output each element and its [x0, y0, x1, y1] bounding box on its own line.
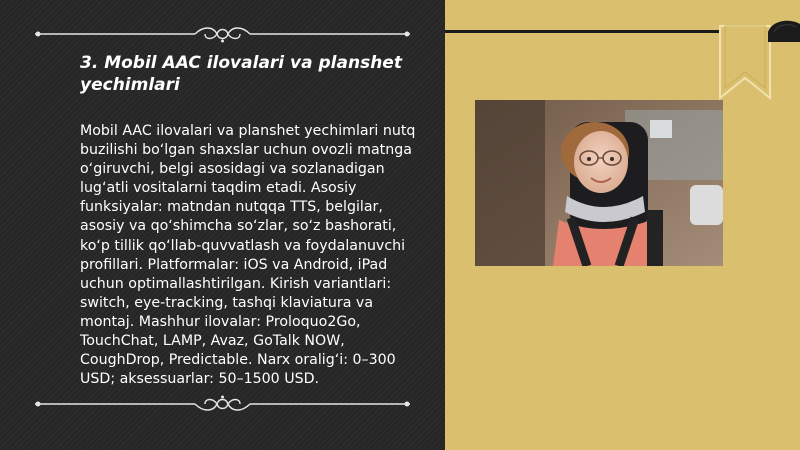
- top-divider-icon: [35, 24, 410, 44]
- bookmark-ribbon-icon: [716, 22, 774, 102]
- slide-title: 3. Mobil AAC ilovalari va planshet yechimlari: [80, 53, 402, 95]
- slide-body-text: Mobil AAC ilovalari va planshet yechimlari nutq buzilishi boʻlgan shaxslar uchun ovozli matnga oʻgiruvchi, belgi asosidagi va sozlanadigan lugʻatli vositalarni taqdim etadi. Asosiy funksiyalar: matndan nutqqa TTS, belgilar, asosiy va qoʻshimcha soʻzlar, soʻz bashorati, koʻp tillik qoʻllab-quvvatlash va foydalanuvchi profillari. Platformalar: iOS va Android, iPad uchun optimallashtirilgan. Kirish variantlari: switch, eye-tracking, tashqi klaviatura va montaj. Mashhur ilovalar: Proloquo2Go, TouchChat, LAMP, Avaz, GoTalk NOW, CoughDrop, Predictable. Narx oraligʻi: 0–300 USD; aksessuarlar: 50–1500 USD.: [80, 123, 416, 388]
- child-wheelchair-photo: [475, 100, 723, 266]
- corner-curl-icon: [768, 18, 800, 42]
- bottom-divider-icon: [35, 394, 410, 414]
